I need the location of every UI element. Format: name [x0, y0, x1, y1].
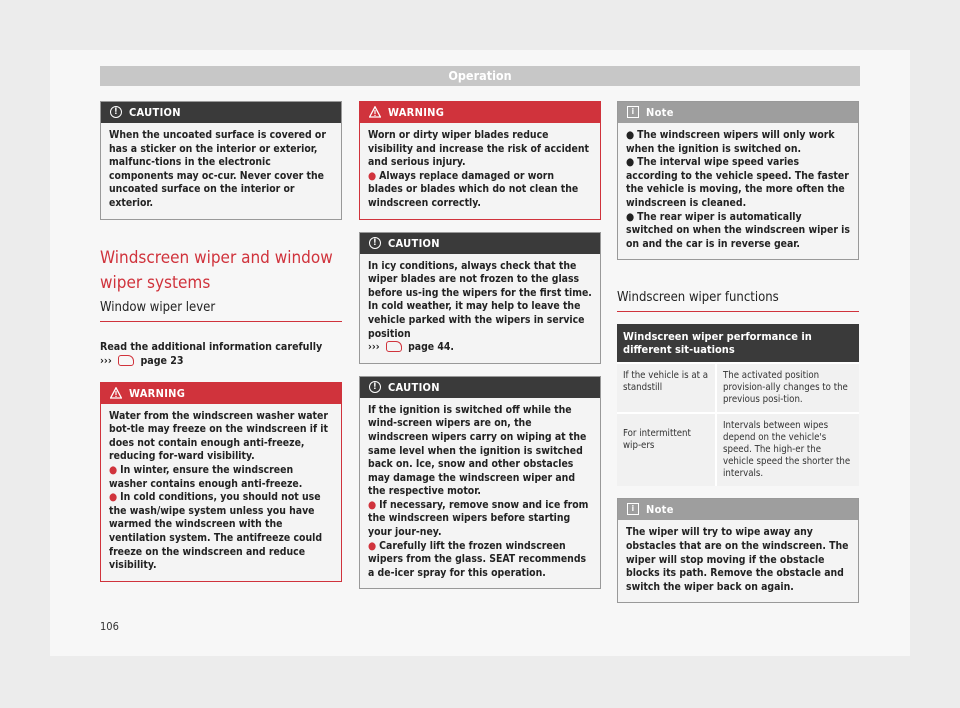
read-more-text: Read the additional information carefully [100, 340, 323, 353]
bullet-dot-icon: ● [626, 156, 635, 169]
bullet-item: ● The rear wiper is automatically switched on when the windscreen wiper is on and the car is in reverse gear. [626, 210, 850, 250]
bullet-item: ● The interval wipe speed varies according to the vehicle speed. The faster the vehicle is moving, the more often the windscreen is cleaned. [626, 156, 849, 209]
note-box-1 [617, 101, 859, 260]
sub-title: Window wiper lever [100, 300, 342, 322]
warning-text: Water from the windscreen washer water bot-tle may freeze on the windscreen if it does not contain enough anti-freeze, reducing for-ward visibility. [109, 409, 328, 463]
note-header [618, 102, 858, 123]
page-reference-icon [386, 341, 402, 352]
caution-header [360, 377, 600, 398]
info-icon: i [627, 106, 639, 118]
note-label: Note [646, 106, 674, 119]
warning-box-1 [100, 382, 342, 582]
caution-box-3 [359, 376, 601, 590]
warning-label: WARNING [129, 386, 186, 400]
caution-icon: ! [110, 106, 122, 118]
caution-icon: ! [369, 237, 381, 249]
warning-triangle-icon [110, 387, 122, 399]
warning-header [101, 383, 341, 404]
note-text: The wiper will try to wipe away any obstacles that are on the windscreen. The wiper will stop moving if the obstacle blocks its path. Remove the obstacle and switch the wiper back on again. [626, 526, 849, 593]
caution-header [101, 102, 341, 123]
bullet-dot-icon: ● [368, 539, 377, 552]
warning-box-2 [359, 101, 601, 220]
table-cell-behavior: Intervals between wipes depend on the vehicle's speed. The high-er the vehicle speed the shorter the intervals. [716, 413, 859, 486]
column-2 [359, 101, 601, 601]
caution-text: When the uncoated surface is covered or has a sticker on the interior or exterior, malfunc-tions in the electronic components may oc-cur. Never cover the uncoated surface on the interior or exterior. [109, 129, 326, 209]
bullet-dot-icon: ● [109, 491, 118, 504]
caution-box-1 [100, 101, 342, 220]
bullet-item: ● In cold conditions, you should not use the wash/wipe system unless you have warmed the windscreen with the ventilation system. The antifreeze could freeze on the windscreen and reduce visibility. [109, 491, 323, 572]
page-reference-icon [118, 355, 134, 366]
bullet-dot-icon: ● [368, 498, 377, 511]
column-3 [617, 101, 859, 615]
info-icon: i [627, 503, 639, 515]
bullet-dot-icon: ● [368, 169, 377, 182]
warning-label: WARNING [388, 106, 445, 119]
caution-box-2 [359, 232, 601, 364]
caution-label: CAUTION [129, 106, 181, 119]
caution-label: CAUTION [388, 236, 440, 250]
table-header: Windscreen wiper performance in different sit-uations [617, 324, 859, 363]
page-header: Operation [100, 66, 860, 86]
page-number: 106 [100, 620, 119, 633]
warning-text: Worn or dirty wiper blades reduce visibility and increase the risk of accident and serious injury. [368, 129, 589, 169]
bullet-dot-icon: ● [626, 129, 635, 141]
column-1 [100, 101, 342, 594]
bullet-item: ● Always replace damaged or worn blades or blades which do not clean the windscreen correctly. [368, 169, 579, 209]
read-more [100, 340, 342, 368]
bullet-item: ● If necessary, remove snow and ice from the windscreen wipers before starting your jour-ney. [368, 498, 589, 539]
table-cell-behavior: The activated position provision-ally changes to the previous posi-tion. [716, 363, 859, 413]
page-reference-link[interactable]: page 44. [408, 341, 454, 354]
caution-text: If the ignition is switched off while the wind-screen wipers are on, the windscreen wipers carry on wiping at the same level when the ignition is switched back on. Ice, snow and other obstacles may damage the windscreen wiper and the respective motor. [368, 403, 587, 498]
note-label: Note [646, 503, 674, 517]
table-cell-situation: If the vehicle is at a standstill [617, 363, 716, 413]
bullet-dot-icon: ● [626, 210, 635, 223]
bullet-item: ● Carefully lift the frozen windscreen wipers from the glass. SEAT recommends a de-icer spray for this operation. [368, 539, 587, 579]
bullet-item: ● In winter, ensure the windscreen washer contains enough anti-freeze. [109, 463, 303, 490]
functions-title: Windscreen wiper functions [617, 290, 859, 312]
wiper-functions-table [617, 324, 859, 486]
table-row [617, 363, 859, 413]
caution-text: In icy conditions, always check that the wiper blades are not frozen to the glass before us-ing the wipers for the first time. In cold weather, it may help to leave the vehicle parked with the wipers in service position [368, 259, 592, 340]
caution-label: CAUTION [388, 380, 440, 394]
table-row [617, 413, 859, 486]
caution-header [360, 233, 600, 254]
reference-arrow: ››› [368, 341, 380, 354]
bullet-item: ● The windscreen wipers will only work when the ignition is switched on. [626, 129, 835, 155]
section-title: Windscreen wiper and window wiper systems [100, 247, 333, 293]
reference-arrow: ››› [100, 354, 112, 367]
warning-triangle-icon [369, 106, 381, 118]
page-reference-link[interactable]: page 23 [140, 354, 184, 367]
warning-header [360, 102, 600, 123]
note-header [618, 499, 858, 520]
table-cell-situation: For intermittent wip-ers [617, 413, 716, 486]
bullet-dot-icon: ● [109, 463, 118, 476]
note-box-2 [617, 498, 859, 603]
caution-icon: ! [369, 381, 381, 393]
